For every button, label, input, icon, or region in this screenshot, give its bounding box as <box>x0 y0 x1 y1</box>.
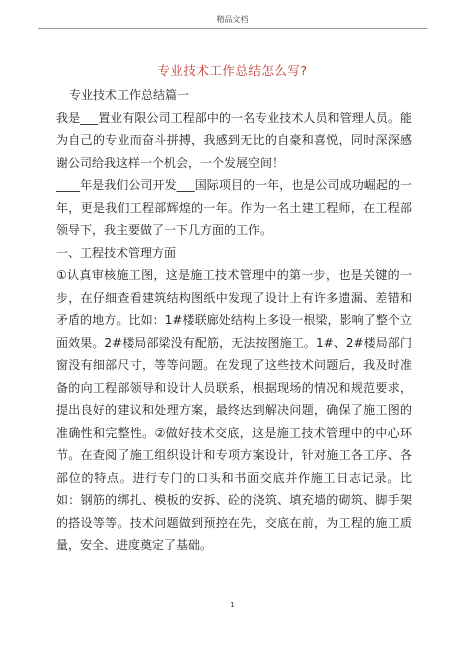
paragraph-intro: 我是___置业有限公司工程部中的一名专业技术人员和管理人员。能为自己的专业而奋斗拼搏，我感到无比的自豪和喜悦，同时深深感谢公司给我这样一个机会，一个发展空间！ <box>56 110 412 170</box>
page-header: 精品文档 <box>216 15 249 24</box>
section-heading: 专业技术工作总结篇一 <box>69 88 190 102</box>
document-title: 专业技术工作总结怎么写? <box>157 63 308 78</box>
paragraph-year: ____年是我们公司开发___国际项目的一年，也是公司成功崛起的一年，更是我们工程部辉煌的一年。作为一名土建工程师，在工程部领导下，我主要做了一下几方面的工作。 <box>56 178 412 237</box>
page-number: 1 <box>230 601 235 609</box>
paragraph-technical-management: ①认真审核施工图，这是施工技术管理中的第一步，也是关键的一步，在仔细查看建筑结构图纸中发现了设计上有许多遗漏、差错和矛盾的地方。比如：1#楼联廊处结构上多设一根梁，影响了整个立面效果。2#楼局部梁没有配筋，无法按图施工。1#、2#楼局部门窗没有细部尺寸，等等问题。在发现了这些技术问题后，我及时准备的向工程部领导和设计人员联系，根据现场的情况和规范要求，提出良好的建议和处理方案，最终达到解决问题，确保了施工图的准确性和完整性。②做好技术交底，这是施工技术管理中的中心环节。在查阅了施工组织设计和专项方案设计，针对施工各工序、各部位的特点。进行专门的口头和书面交底并作施工日志记录。比如：钢筋的绑扎、模板的安拆、砼的浇筑、填充墙的砌筑、脚手架的搭设等等。技术问题做到预控在先，交底在前，为工程的施工质量，安全、进度奠定了基础。 <box>56 268 412 552</box>
document-body <box>56 84 412 557</box>
subsection-heading: 一、工程技术管理方面 <box>56 245 177 260</box>
header-divider <box>38 28 427 29</box>
